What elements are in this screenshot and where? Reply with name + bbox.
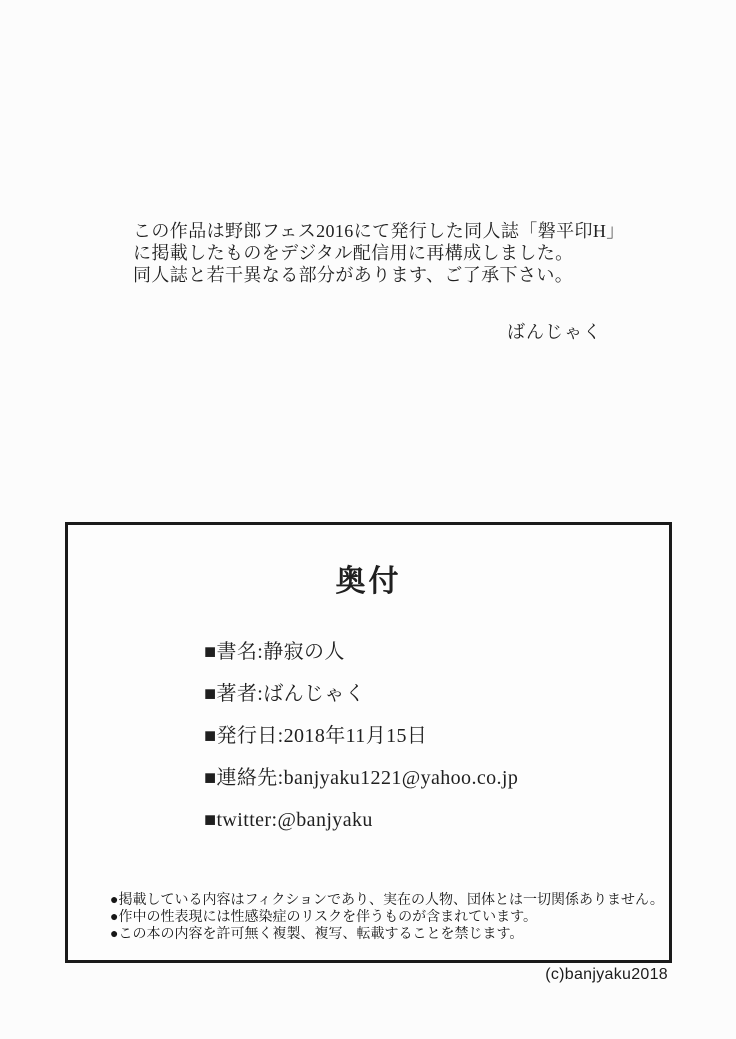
colophon-item-publish-date: ■発行日:2018年11月15日 [204, 725, 428, 747]
intro-line-2: に掲載したものをデジタル配信用に再構成しました。 [133, 243, 574, 263]
intro-line-3: 同人誌と若干異なる部分があります、ご了承下さい。 [133, 265, 574, 285]
disclaimer-line-content-warning: ●作中の性表現には性感染症のリスクを伴うものが含まれています。 [110, 908, 538, 924]
colophon-item-twitter: ■twitter:@banjyaku [204, 809, 373, 831]
disclaimer-line-no-reproduction: ●この本の内容を許可無く複製、複写、転載することを禁じます。 [110, 925, 524, 941]
colophon-item-list [68, 631, 669, 841]
disclaimer-line-fiction: ●掲載している内容はフィクションであり、実在の人物、団体とは一切関係ありません。 [110, 891, 664, 907]
intro-line-1: この作品は野郎フェス2016にて発行した同人誌「磐平印H」 [133, 221, 625, 241]
disclaimer-notes [110, 891, 664, 942]
colophon-box [65, 522, 672, 963]
author-signature: ばんじゃく [507, 322, 602, 342]
copyright-text: (c)banjyaku2018 [545, 966, 668, 983]
intro-paragraph [133, 220, 625, 286]
colophon-title: 奥付 [335, 565, 402, 598]
colophon-item-contact-email: ■連絡先:banjyaku1221@yahoo.co.jp [204, 767, 519, 789]
colophon-item-book-title: ■書名:静寂の人 [204, 641, 345, 663]
colophon-item-author: ■著者:ばんじゃく [204, 683, 366, 705]
